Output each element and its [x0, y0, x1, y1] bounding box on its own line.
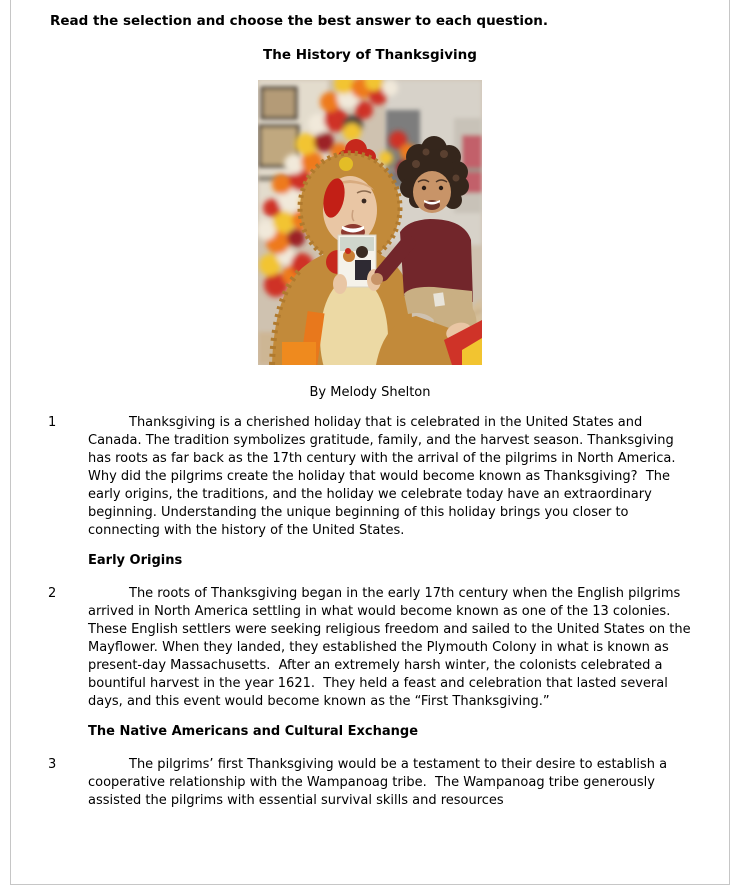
instruction-text: Read the selection and choose the best answer to each question. [50, 13, 548, 29]
paragraph-number: 2 [48, 586, 57, 601]
paragraph-3 [11, 756, 729, 810]
article-body [11, 414, 729, 810]
paragraph-1 [11, 414, 729, 540]
paragraph-number: 1 [48, 415, 57, 430]
section-heading-native-americans: The Native Americans and Cultural Exchange [88, 724, 419, 739]
paragraph-text: Thanksgiving is a cherished holiday that is celebrated in the United States and Canada. The tradition symbolizes gratitude, family, and the harvest season. Thanksgiving has roots as far back as the 17th century with the arrival of the pilgrims in North America. Why did the pilgrims create the holiday that would become known as Thanksgiving? The early origins, the traditions, and the holiday we celebrate today have an extraordinary beginning. Understanding the unique beginning of this holiday brings you closer to connecting with the history of the United States. [88, 415, 684, 538]
turkey-costume-photo [258, 80, 482, 365]
byline: By Melody Shelton [309, 385, 431, 400]
held-photo-card [333, 235, 381, 294]
article-photo [258, 80, 482, 365]
section-heading-early-origins: Early Origins [88, 553, 183, 568]
page-frame [10, 0, 730, 885]
paragraph-number: 3 [48, 757, 57, 772]
selection-title: The History of Thanksgiving [263, 47, 477, 63]
paragraph-text: The pilgrims’ first Thanksgiving would be a testament to their desire to establish a cooperative relationship with the Wampanoag tribe. The Wampanoag tribe generously assisted the pilgrims with essential survival skills and resources [88, 757, 672, 808]
paragraph-2 [11, 585, 729, 711]
paragraph-text: The roots of Thanksgiving began in the early 17th century when the English pilgrims arrived in North America settling in what would become known as one of the 13 colonies. These English settlers were seeking religious freedom and sailed to the United States on the Mayflower. When they landed, they established the Plymouth Colony in what is known as present-day Massachusetts. After an extremely harsh winter, the colonists celebrated a bountiful harvest in the year 1621. They held a feast and celebration that lasted several days, and this event would become known as the “First Thanksgiving.” [88, 586, 695, 709]
